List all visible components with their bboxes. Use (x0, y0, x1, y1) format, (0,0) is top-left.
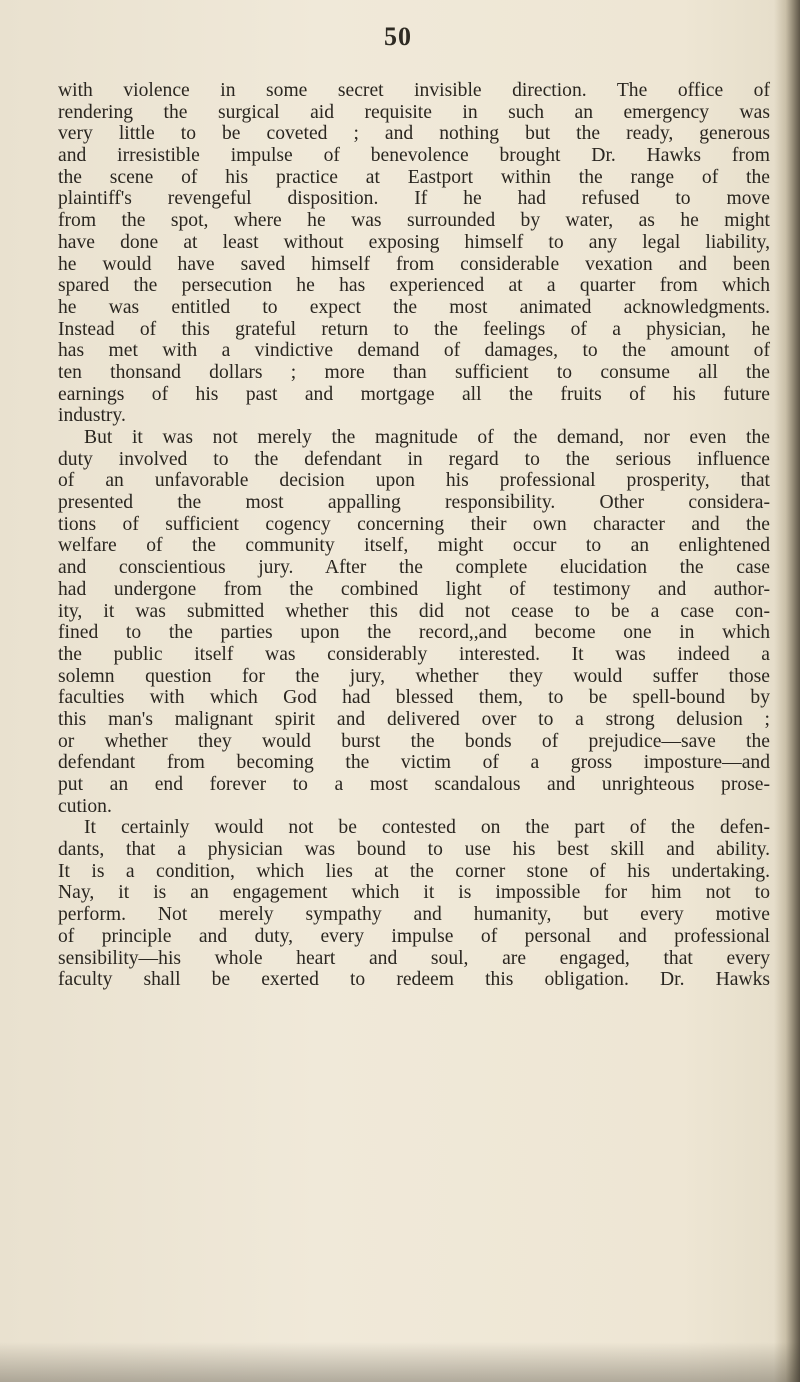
text-line: fined to the parties upon the record,,and become one in which (58, 622, 770, 644)
text-line: with violence in some secret invisible direction. The office of (58, 80, 770, 101)
text-line: rendering the surgical aid requisite in such an emergency was (58, 101, 770, 123)
text-line: of an unfavorable decision upon his professional prosperity, that (58, 470, 770, 492)
text-line: this man's malignant spirit and delivered over to a strong delusion ; (58, 708, 770, 730)
body-text (58, 80, 770, 991)
text-line: industry. (58, 405, 126, 427)
bottom-shadow (0, 1342, 800, 1382)
text-line: faculties with which God had blessed them, to be spell-bound by (58, 687, 770, 709)
text-line: It certainly would not be contested on the part of the defen- (84, 817, 770, 839)
text-line: cution. (58, 795, 112, 817)
text-line: have done at least without exposing himself to any legal liability, (58, 231, 770, 253)
page-edge-shadow (774, 0, 800, 1382)
text-line: dants, that a physician was bound to use his best skill and ability. (58, 839, 770, 861)
text-line: spared the persecution he has experienced at a quarter from which (58, 275, 770, 297)
text-line: tions of sufficient cogency concerning their own character and the (58, 513, 770, 535)
text-line: very little to be coveted ; and nothing but the ready, generous (58, 123, 770, 145)
text-line: solemn question for the jury, whether they would suffer those (58, 665, 770, 687)
text-line: presented the most appalling responsibility. Other considera- (58, 492, 770, 514)
text-line: earnings of his past and mortgage all the fruits of his future (58, 383, 770, 405)
text-line: ten thonsand dollars ; more than sufficient to consume all the (58, 361, 770, 383)
text-line: perform. Not merely sympathy and humanity, but every motive (58, 904, 770, 926)
text-line: It is a condition, which lies at the corner stone of his undertaking. (58, 860, 770, 882)
text-line: has met with a vindictive demand of damages, to the amount of (58, 340, 770, 362)
text-line: put an end forever to a most scandalous and unrighteous prose- (58, 774, 770, 795)
text-line: had undergone from the combined light of testimony and author- (58, 578, 770, 600)
text-line: duty involved to the defendant in regard to the serious influence (58, 448, 770, 470)
text-line: and conscientious jury. After the complete elucidation the case (58, 557, 770, 579)
page-number: 50 (384, 22, 412, 51)
text-line: he would have saved himself from considerable vexation and been (58, 253, 770, 275)
text-line: plaintiff's revengeful disposition. If he had refused to move (58, 188, 770, 210)
text-line: Nay, it is an engagement which it is impossible for him not to (58, 882, 770, 904)
text-line: But it was not merely the magnitude of the demand, nor even the (84, 427, 770, 448)
text-line: or whether they would burst the bonds of prejudice—save the (58, 730, 770, 752)
text-line: the public itself was considerably interested. It was indeed a (58, 643, 770, 665)
text-line: the scene of his practice at Eastport within the range of the (58, 166, 770, 188)
text-line: and irresistible impulse of benevolence brought Dr. Hawks from (58, 145, 770, 167)
text-line: of principle and duty, every impulse of personal and professional (58, 925, 770, 947)
text-line: faculty shall be exerted to redeem this obligation. Dr. Hawks (58, 969, 770, 991)
text-line: he was entitled to expect the most animated acknowledgments. (58, 296, 770, 318)
text-line: defendant from becoming the victim of a gross imposture—and (58, 752, 770, 774)
text-line: ity, it was submitted whether this did not cease to be a case con- (58, 600, 770, 622)
text-line: sensibility—his whole heart and soul, are engaged, that every (58, 947, 770, 969)
text-line: welfare of the community itself, might occur to an enlightened (58, 535, 770, 557)
text-line: Instead of this grateful return to the feelings of a physician, he (58, 318, 770, 340)
text-line: from the spot, where he was surrounded by water, as he might (58, 210, 770, 232)
